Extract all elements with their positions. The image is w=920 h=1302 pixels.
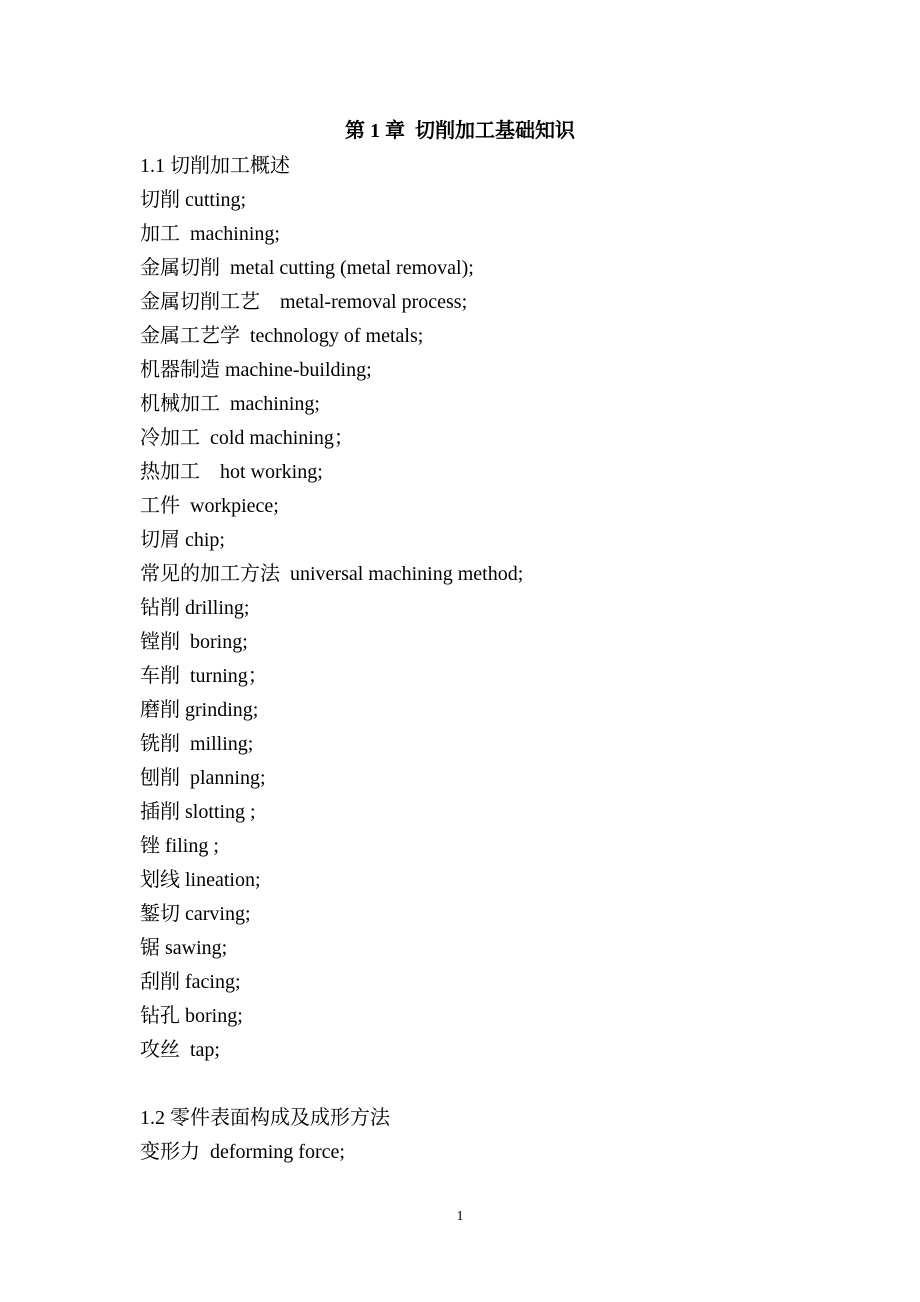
- term-line: 金属切削工艺 metal-removal process;: [140, 291, 468, 313]
- term-line: 冷加工 cold machining；: [140, 427, 354, 449]
- term-line: 机器制造 machine-building;: [140, 359, 372, 381]
- section-1-2: [140, 1101, 840, 1169]
- term-line: 切屑 chip;: [140, 529, 225, 551]
- term-line: 热加工 hot working;: [140, 461, 323, 483]
- document-body: [140, 149, 840, 1169]
- term-line: 刨削 planning;: [140, 767, 266, 789]
- chapter-title: 第 1 章 切削加工基础知识: [345, 120, 575, 142]
- term-line: 攻丝 tap;: [140, 1039, 220, 1061]
- term-line: 加工 machining;: [140, 223, 280, 245]
- term-line: 划线 lineation;: [140, 869, 261, 891]
- term-line: 机械加工 machining;: [140, 393, 320, 415]
- term-line: 钻孔 boring;: [140, 1005, 243, 1027]
- term-line: 切削 cutting;: [140, 189, 247, 211]
- term-line: 常见的加工方法 universal machining method;: [140, 563, 524, 585]
- page-number: 1: [456, 1209, 464, 1224]
- section-heading: 1.2 零件表面构成及成形方法: [140, 1107, 390, 1129]
- term-line: 插削 slotting ;: [140, 801, 256, 823]
- term-line: 锉 filing ;: [140, 835, 219, 857]
- term-line: 工件 workpiece;: [140, 495, 279, 517]
- section-heading: 1.1 切削加工概述: [140, 155, 290, 177]
- term-line: 锯 sawing;: [140, 937, 228, 959]
- section-1-1: [140, 149, 840, 1067]
- term-line: 变形力 deforming force;: [140, 1141, 345, 1163]
- term-line: 錾切 carving;: [140, 903, 251, 925]
- term-line: 金属切削 metal cutting (metal removal);: [140, 257, 474, 279]
- term-line: 车削 turning；: [140, 665, 268, 687]
- term-line: 镗削 boring;: [140, 631, 248, 653]
- term-line: 金属工艺学 technology of metals;: [140, 325, 424, 347]
- term-line: 铣削 milling;: [140, 733, 254, 755]
- term-line: 刮削 facing;: [140, 971, 241, 993]
- term-line: 磨削 grinding;: [140, 699, 259, 721]
- term-line: 钻削 drilling;: [140, 597, 250, 619]
